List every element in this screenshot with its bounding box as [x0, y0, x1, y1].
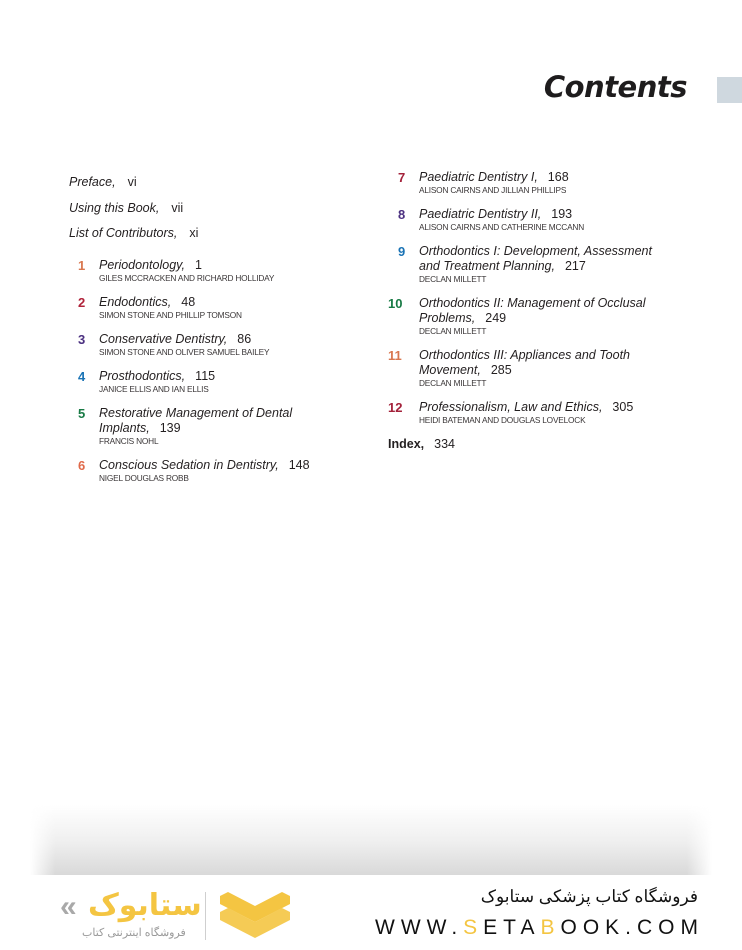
entry-page: vi: [127, 175, 137, 189]
chapter-page: 305: [612, 400, 634, 414]
chapter-page: 139: [159, 421, 181, 435]
toc-chapter-12[interactable]: [388, 400, 678, 426]
chapter-title-line1: Orthodontics III: Appliances and Tooth: [419, 348, 631, 362]
chapter-title: Conservative Dentistry,: [99, 332, 228, 346]
page-title: Contents: [543, 70, 687, 104]
url-part: OOK.COM: [560, 916, 704, 939]
url-part-highlight: S: [463, 916, 484, 939]
chapter-page: 1: [194, 258, 202, 272]
chapter-authors: JANICE ELLIS AND IAN ELLIS: [99, 384, 209, 394]
chapter-authors: ALISON CAIRNS AND JILLIAN PHILLIPS: [419, 185, 567, 195]
toc-chapter-7[interactable]: [388, 170, 678, 196]
chapter-authors: DECLAN MILLETT: [419, 378, 487, 388]
chapter-number: 9: [398, 244, 406, 259]
toc-chapter-6[interactable]: [78, 458, 368, 484]
front-matter-list: [69, 174, 198, 251]
chapter-title-line2: Implants,: [99, 421, 150, 435]
toc-left-column: [78, 258, 368, 495]
chapter-title: Professionalism, Law and Ethics,: [419, 400, 603, 414]
url-part: ETA: [483, 916, 541, 939]
chapter-authors: SIMON STONE AND OLIVER SAMUEL BAILEY: [99, 347, 270, 357]
toc-chapter-2[interactable]: [78, 295, 368, 321]
toc-entry-contributors[interactable]: [69, 225, 198, 251]
chapter-authors: DECLAN MILLETT: [419, 326, 487, 336]
page-fade-shadow: [30, 805, 712, 875]
url-part-highlight: B: [540, 916, 561, 939]
chapter-title: Prosthodontics,: [99, 369, 186, 383]
chapter-authors: SIMON STONE AND PHILLIP TOMSON: [99, 310, 242, 320]
chapter-title-line1: Restorative Management of Dental: [99, 406, 293, 420]
toc-chapter-11[interactable]: [388, 348, 678, 389]
url-part: WWW.: [375, 916, 464, 939]
chapter-page: 217: [564, 259, 586, 273]
chapter-title: Periodontology,: [99, 258, 185, 272]
toc-chapter-5[interactable]: [78, 406, 368, 447]
logo-divider: [205, 892, 206, 940]
store-url[interactable]: [375, 916, 704, 940]
store-name-persian: فروشگاه کتاب پزشکی ستابوک: [480, 887, 698, 906]
chapter-title: Conscious Sedation in Dentistry,: [99, 458, 279, 472]
chapter-authors: FRANCIS NOHL: [99, 436, 159, 446]
chapter-page: 48: [181, 295, 196, 309]
chapter-number: 8: [398, 207, 406, 222]
toc-chapter-9[interactable]: [388, 244, 678, 285]
chapter-authors: NIGEL DOUGLAS ROBB: [99, 473, 189, 483]
chapter-number: 5: [78, 406, 86, 421]
chapter-page: 148: [288, 458, 310, 472]
toc-chapter-10[interactable]: [388, 296, 678, 337]
entry-title: List of Contributors,: [69, 226, 178, 240]
chapter-title-line2: Movement,: [419, 363, 481, 377]
chapter-page: 285: [490, 363, 512, 377]
index-label: Index,: [388, 437, 425, 451]
toc-entry-using-this-book[interactable]: [69, 200, 198, 226]
chapter-number: 11: [388, 348, 402, 363]
double-chevron-icon: «: [60, 890, 77, 923]
chapter-page: 168: [547, 170, 569, 184]
entry-page: vii: [171, 200, 184, 215]
chapter-title: Endodontics,: [99, 295, 172, 309]
toc-entry-index[interactable]: [388, 437, 678, 451]
toc-right-column: [388, 170, 678, 451]
entry-title: Using this Book,: [69, 200, 160, 215]
section-tab-marker: [717, 77, 742, 103]
chapter-number: 4: [78, 369, 86, 384]
chevron-logo-icon: [220, 890, 290, 942]
entry-title: Preface,: [69, 175, 116, 189]
chapter-number: 6: [78, 458, 86, 473]
chapter-page: 115: [195, 369, 216, 383]
chapter-authors: HEIDI BATEMAN AND DOUGLAS LOVELOCK: [419, 415, 586, 425]
chapter-number: 7: [398, 170, 406, 185]
chapter-title-line2: Problems,: [419, 311, 476, 325]
chapter-title: Paediatric Dentistry II,: [419, 207, 542, 221]
toc-chapter-4[interactable]: [78, 369, 368, 395]
chapter-page: 86: [237, 332, 252, 346]
toc-chapter-1[interactable]: [78, 258, 368, 284]
entry-page: xi: [189, 226, 199, 240]
chapter-title: Paediatric Dentistry I,: [419, 170, 538, 184]
toc-entry-preface[interactable]: [69, 174, 198, 200]
setabook-logo: [60, 888, 300, 948]
toc-chapter-3[interactable]: [78, 332, 368, 358]
chapter-authors: GILES MCCRACKEN AND RICHARD HOLLIDAY: [99, 273, 275, 283]
chapter-authors: DECLAN MILLETT: [419, 274, 487, 284]
chapter-title-line1: Orthodontics I: Development, Assessment: [419, 244, 652, 258]
chapter-page: 249: [485, 311, 507, 325]
index-page: 334: [434, 437, 455, 451]
chapter-number: 10: [388, 296, 403, 311]
chapter-authors: ALISON CAIRNS AND CATHERINE MCCANN: [419, 222, 584, 232]
chapter-number: 12: [388, 400, 403, 415]
chapter-title-line1: Orthodontics II: Management of Occlusal: [419, 296, 646, 310]
logo-wordmark: ستابوک: [88, 888, 202, 923]
toc-chapter-8[interactable]: [388, 207, 678, 233]
chapter-number: 3: [78, 332, 86, 347]
chapter-title-line2: and Treatment Planning,: [419, 259, 555, 273]
chapter-number: 2: [78, 295, 86, 310]
chapter-number: 1: [78, 258, 86, 273]
logo-subtitle: فروشگاه اینترنتی کتاب: [82, 927, 186, 939]
chapter-page: 193: [551, 207, 573, 221]
